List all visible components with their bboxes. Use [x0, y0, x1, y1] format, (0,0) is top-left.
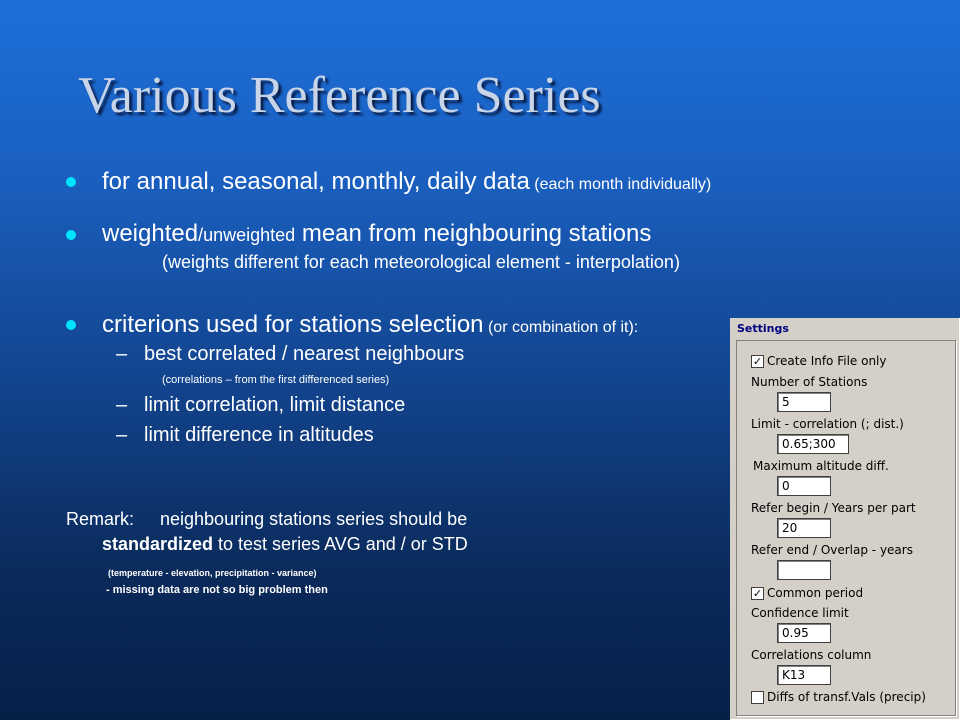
subitem-1: best correlated / nearest neighbours [144, 343, 465, 365]
common-period-label: Common period [767, 586, 864, 600]
num-stations-field[interactable]: 5 [777, 392, 831, 412]
bullet-3 [102, 311, 638, 339]
corr-column-label: Correlations column [751, 648, 872, 662]
subitem-3: limit difference in altitudes [144, 424, 374, 446]
create-info-checkbox[interactable]: ✓ [752, 355, 763, 368]
settings-title: Settings [737, 322, 789, 335]
limit-corr-field[interactable]: 0.65;300 [777, 434, 849, 454]
bullet-2-text-a: weighted [102, 220, 199, 247]
corr-column-field[interactable]: K13 [777, 665, 831, 685]
bullet-2-sub: (weights different for each meteorological element - interpolation) [162, 252, 680, 272]
bullet-2-text-b: /unweighted [198, 225, 296, 245]
subitem-1-note: (correlations – from the first differenced series) [162, 374, 390, 386]
remark-label: Remark: [66, 509, 135, 529]
remark-line-2 [102, 534, 468, 555]
confidence-field[interactable]: 0.95 [777, 623, 831, 643]
bullet-dot [66, 177, 76, 187]
dash: – [116, 343, 128, 365]
num-stations-label: Number of Stations [751, 375, 868, 389]
common-period-checkbox[interactable]: ✓ [752, 587, 763, 600]
bullet-dot [66, 230, 76, 240]
bullet-2-text-c: mean from neighbouring stations [295, 220, 652, 247]
bullet-3-text: criterions used for stations selection [102, 311, 484, 338]
max-alt-field[interactable]: 0 [777, 476, 831, 496]
bullet-1-text: for annual, seasonal, monthly, daily data [102, 168, 530, 195]
diffs-label: Diffs of transf.Vals (precip) [767, 690, 926, 704]
settings-panel [736, 340, 956, 716]
bullet-3-note: (or combination of it): [487, 319, 639, 336]
create-info-label: Create Info File only [767, 354, 887, 368]
remark-line-1: neighbouring stations series should be [160, 509, 468, 529]
bullet-1-note: (each month individually) [534, 176, 712, 193]
refer-end-label: Refer end / Overlap - years [751, 543, 913, 557]
slide-title: Various Reference Series [78, 67, 601, 124]
remark-bold: standardized [102, 534, 214, 554]
remark-note-1: (temperature - elevation, precipitation - variance) [108, 568, 317, 578]
dash: – [116, 424, 128, 446]
settings-dialog [730, 318, 960, 720]
diffs-checkbox[interactable] [751, 691, 764, 704]
limit-corr-label: Limit - correlation (; dist.) [751, 417, 904, 431]
remark-note-2: - missing data are not so big problem then [106, 584, 328, 596]
refer-begin-label: Refer begin / Years per part [751, 501, 916, 515]
refer-end-field[interactable] [777, 560, 831, 580]
confidence-label: Confidence limit [751, 606, 849, 620]
subitem-2: limit correlation, limit distance [144, 394, 406, 416]
refer-begin-field[interactable]: 20 [777, 518, 831, 538]
bullet-1 [102, 168, 711, 196]
remark-line-2-rest: to test series AVG and / or STD [213, 534, 468, 554]
max-alt-label: Maximum altitude diff. [753, 459, 889, 473]
bullet-dot [66, 320, 76, 330]
bullet-2 [102, 220, 651, 248]
dash: – [116, 394, 128, 416]
